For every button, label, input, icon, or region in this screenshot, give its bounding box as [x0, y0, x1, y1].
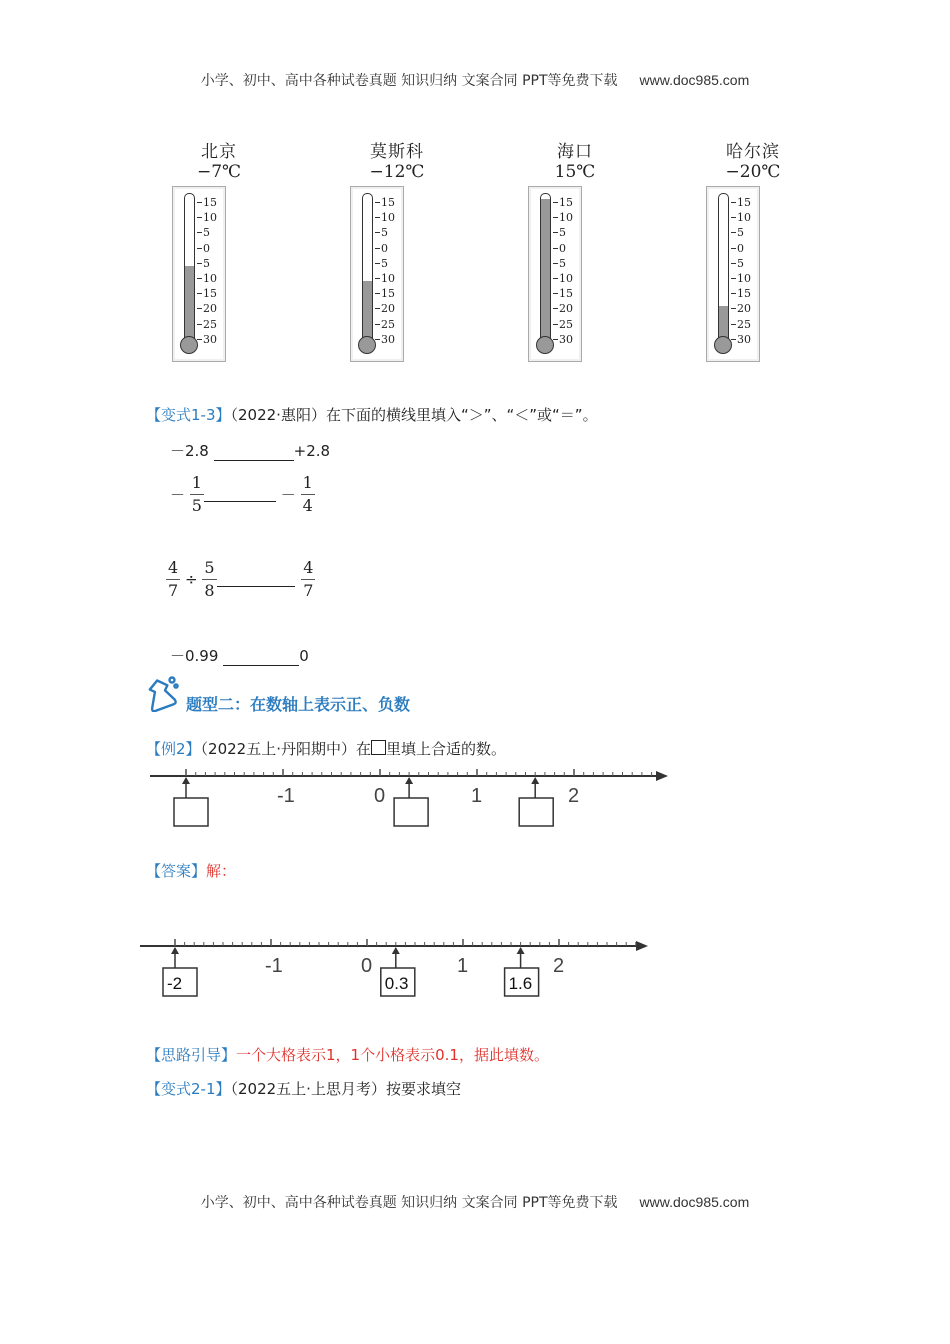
scale-label: 15 — [553, 286, 573, 301]
thermometer-3 — [698, 142, 808, 346]
mercury-fill — [363, 281, 372, 342]
q2-blank[interactable] — [204, 487, 276, 502]
thermometer-body — [172, 186, 226, 362]
thermometer-body — [706, 186, 760, 362]
page-footer — [0, 1192, 950, 1212]
hint-line — [146, 1044, 549, 1065]
axis-label: -1 — [277, 785, 295, 807]
arrow-head — [171, 947, 179, 954]
scale-label: 15 — [375, 195, 395, 210]
city-name: 哈尔滨 — [726, 142, 780, 162]
q3-right-fraction: $\frac{4}{7}$ — [303, 558, 314, 600]
answer-value: -2 — [167, 974, 183, 993]
arrow-head — [405, 777, 413, 784]
scale-label: 5 — [197, 256, 217, 271]
scale-label: 5 — [553, 225, 573, 240]
axis-label: 2 — [568, 785, 580, 807]
inline-box-icon — [371, 740, 386, 755]
example2-text: （2022五上·丹阳期中）在 — [200, 740, 371, 758]
thermometer-tube — [540, 193, 551, 342]
arrow-head — [517, 947, 525, 954]
thermometer-body — [350, 186, 404, 362]
axis-label: 1 — [471, 785, 483, 807]
temp-label: 15℃ — [554, 162, 596, 182]
scale-label: 20 — [375, 301, 395, 316]
axis-arrowhead — [656, 771, 668, 781]
variant13-tag: 【变式1-3】 — [146, 406, 231, 424]
scale-label: 10 — [553, 271, 573, 286]
variant13-text: （2022·惠阳）在下面的横线里填入“＞”、“＜”或“＝”。 — [230, 406, 598, 424]
scale-label: 25 — [375, 317, 395, 332]
scale-label: 10 — [731, 271, 751, 286]
temp-label: −20℃ — [725, 162, 781, 182]
page-header — [0, 70, 950, 90]
hint-text: 一个大格表示1，1个小格表示0.1，据此填数。 — [236, 1046, 549, 1064]
axis-label: 2 — [553, 955, 565, 977]
q2-right-fraction: $\frac{1}{4}$ — [302, 473, 313, 515]
header-text: 小学、初中、高中各种试卷真题 知识归纳 文案合同 PPT等免费下载 — [200, 73, 618, 89]
footer-site: www.doc985.com — [639, 1194, 750, 1210]
scale-label: 5 — [197, 225, 217, 240]
temp-label: −7℃ — [196, 162, 242, 182]
thermometer-bulb — [714, 336, 732, 354]
scale-label: 15 — [731, 195, 751, 210]
variant13-heading — [146, 404, 598, 425]
scale-label: 0 — [731, 241, 751, 256]
arrow-head — [531, 777, 539, 784]
scale-label: 5 — [731, 225, 751, 240]
thermometer-bulb — [180, 336, 198, 354]
scale-label: 20 — [197, 301, 217, 316]
scale-label: 30 — [731, 332, 751, 347]
question-1 — [170, 440, 330, 461]
answer-box — [174, 798, 208, 826]
answer-box — [519, 798, 553, 826]
q1-left: －2.8 — [170, 442, 209, 460]
scale-label: 10 — [375, 210, 395, 225]
scale-label: 30 — [553, 332, 573, 347]
axis-label: 1 — [457, 955, 469, 977]
scale-label: 0 — [197, 241, 217, 256]
thermometer-scale — [731, 195, 751, 347]
example2-tag: 【例2】 — [146, 740, 201, 758]
hint-tag: 【思路引导】 — [146, 1046, 237, 1064]
thermometer-scale — [197, 195, 217, 347]
scale-label: 15 — [731, 286, 751, 301]
question-2 — [170, 472, 315, 517]
variant21-text: （2022五上·上思月考）按要求填空 — [230, 1080, 461, 1098]
variant21-tag: 【变式2-1】 — [146, 1080, 231, 1098]
scale-label: 15 — [375, 286, 395, 301]
q3-fraction-1: $\frac{4}{7}$ — [168, 558, 179, 600]
scale-label: 10 — [197, 210, 217, 225]
thermometer-2 — [520, 142, 630, 346]
scale-label: 15 — [197, 286, 217, 301]
footer-text: 小学、初中、高中各种试卷真题 知识归纳 文案合同 PPT等免费下载 — [200, 1195, 618, 1211]
answer-value: 0.3 — [384, 974, 409, 993]
thermometer-bulb — [358, 336, 376, 354]
arrow-head — [182, 777, 190, 784]
scale-label: 30 — [375, 332, 395, 347]
q3-fraction-2: $\frac{5}{8}$ — [204, 558, 215, 600]
axis-label: -1 — [265, 955, 283, 977]
answer-box — [394, 798, 428, 826]
thermometer-body — [528, 186, 582, 362]
example2-text2: 里填上合适的数。 — [386, 740, 507, 758]
answer-text: 解： — [206, 862, 237, 880]
q3-op: ÷ — [184, 570, 198, 589]
q2-fraction: $\frac{1}{5}$ — [191, 473, 202, 515]
temp-label: −12℃ — [369, 162, 425, 182]
scale-label: 15 — [553, 195, 573, 210]
axis-arrowhead — [636, 941, 648, 951]
scale-label: 10 — [197, 271, 217, 286]
thermometer-scale — [375, 195, 395, 347]
answer-tag: 【答案】 — [146, 862, 207, 880]
scale-label: 5 — [553, 256, 573, 271]
q4-right: 0 — [299, 647, 309, 665]
thermometer-1 — [342, 142, 452, 346]
q1-right: +2.8 — [293, 442, 331, 460]
scale-label: 15 — [197, 195, 217, 210]
variant21-line — [146, 1078, 461, 1099]
thermometer-0 — [164, 142, 274, 346]
city-name: 海口 — [557, 142, 593, 162]
thermometer-scale — [553, 195, 573, 347]
flask-icon — [142, 674, 180, 712]
answer-value: 1.6 — [508, 974, 533, 993]
scale-label: 25 — [731, 317, 751, 332]
question-3 — [166, 557, 315, 602]
q2-sign: － — [170, 486, 186, 504]
header-site: www.doc985.com — [639, 72, 750, 88]
scale-label: 10 — [375, 271, 395, 286]
thermometer-tube — [718, 193, 729, 342]
q4-blank[interactable] — [223, 651, 299, 666]
scale-label: 25 — [197, 317, 217, 332]
axis-label: 0 — [374, 785, 386, 807]
number-line-answer — [140, 930, 660, 1010]
scale-label: 20 — [553, 301, 573, 316]
scale-label: 10 — [731, 210, 751, 225]
scale-label: 0 — [553, 241, 573, 256]
thermometer-bulb — [536, 336, 554, 354]
mercury-fill — [541, 199, 550, 342]
scale-label: 10 — [553, 210, 573, 225]
scale-label: 0 — [375, 241, 395, 256]
axis-label: 0 — [361, 955, 373, 977]
section2-title: 题型二：在数轴上表示正、负数 — [186, 695, 411, 714]
q4-left: －0.99 — [170, 647, 219, 665]
scale-label: 5 — [375, 225, 395, 240]
q2-rsign: － — [280, 486, 296, 504]
scale-label: 5 — [375, 256, 395, 271]
q3-blank[interactable] — [217, 572, 295, 587]
scale-label: 25 — [553, 317, 573, 332]
mercury-fill — [185, 266, 194, 342]
question-4 — [170, 645, 309, 666]
number-line-question — [150, 760, 680, 840]
example2-heading — [146, 738, 506, 759]
scale-label: 20 — [731, 301, 751, 316]
answer-heading — [146, 860, 236, 881]
arrow-head — [392, 947, 400, 954]
thermometer-tube — [362, 193, 373, 342]
city-name: 莫斯科 — [370, 142, 424, 162]
scale-label: 30 — [197, 332, 217, 347]
q1-blank[interactable] — [214, 446, 294, 461]
thermometer-tube — [184, 193, 195, 342]
city-name: 北京 — [201, 142, 237, 162]
scale-label: 5 — [731, 256, 751, 271]
